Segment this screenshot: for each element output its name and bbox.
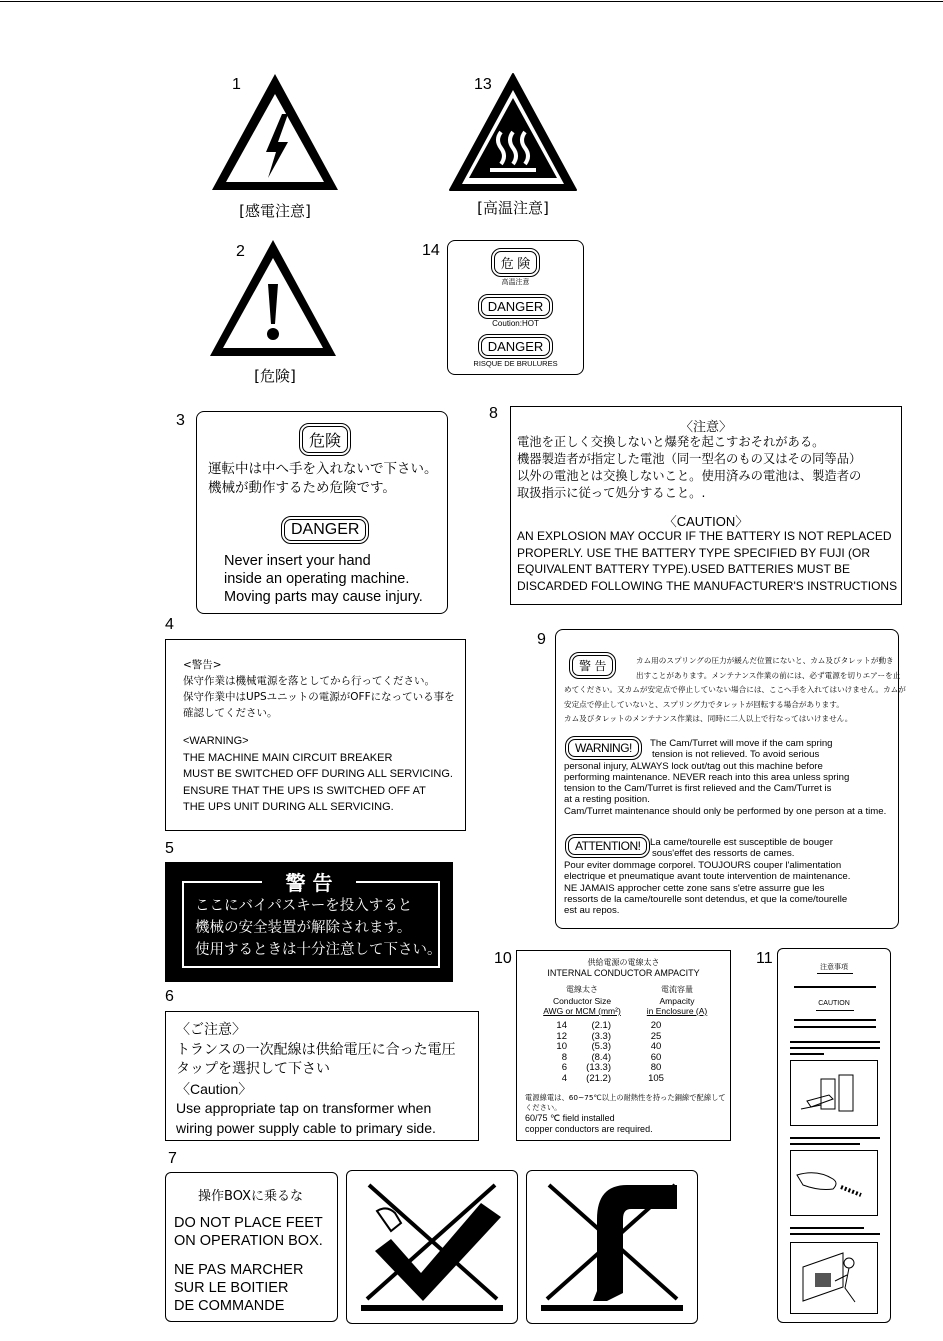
label-number-11: 11 (756, 950, 773, 967)
text-line: at a resting position. (564, 794, 650, 806)
label-7-en-text (174, 1214, 323, 1250)
label-5-frame-top-left (182, 881, 262, 883)
text-line: 〈Caution〉 (176, 1080, 253, 1097)
mm2-cell: (2.1) (591, 1020, 611, 1031)
label-3-en-text (224, 552, 423, 606)
ampacity-cell: 25 (650, 1030, 662, 1042)
awg-cell: 10 (556, 1041, 567, 1052)
text-line: 以外の電池とは交換しないこと。使用済みの電池は、製造者の (517, 469, 862, 483)
awg-cell: 8 (561, 1051, 567, 1063)
label-14-jp-small: 高温注意 (501, 278, 530, 286)
electric-shock-triangle-icon (208, 70, 342, 194)
label-number-10: 10 (494, 950, 512, 967)
text-line: カム用のスプリングの圧力が緩んだ位置にないと、カム及びタレットが動き (636, 656, 894, 665)
table-row (537, 1042, 701, 1053)
text-line: トランスの一次配線は供給電圧に合った電圧 (176, 1041, 456, 1058)
label-number-13: 13 (474, 76, 492, 93)
text-line: EQUIVALENT BATTERY TYPE).USED BATTERIES MUST BE (517, 562, 850, 576)
ampacity-cell: 80 (650, 1062, 662, 1073)
label-6-transformer-caution (165, 1011, 479, 1141)
label-10-conductor-ampacity (516, 950, 731, 1141)
label-14-en-badge: DANGER (481, 297, 551, 316)
text-line: 確認してください。 (183, 707, 278, 719)
text-line: 機械の安全装置が解除されます。 (195, 920, 412, 936)
mm2-cell: (13.3) (586, 1062, 611, 1073)
ampacity-cell: 20 (650, 1020, 662, 1031)
label-number-2: 2 (236, 243, 245, 260)
label-4-maintenance-warning (165, 639, 466, 831)
text-line: 安定点で停止していないと、スプリング力でタレットが回転する場合があります。 (564, 699, 844, 709)
label-7-no-hand-sign (346, 1170, 518, 1324)
text-line: ressorts de la came/tourelle sont detendus, et que la come/tourelle (564, 894, 848, 906)
label-3-danger-sign (196, 411, 448, 614)
label-9-jp-badge: 警 告 (572, 655, 613, 676)
label-number-8: 8 (489, 405, 498, 422)
text-line: copper conductors are required. (525, 1123, 653, 1134)
text-line: Pour eviter dommage corporel. TOUJOURS couper l'alimentation (564, 859, 842, 871)
mm2-cell: (3.3) (591, 1030, 611, 1042)
text-line: Cam/Turret maintenance should only be performed by one person at a time. (564, 805, 887, 817)
text-placeholder-line (790, 1143, 860, 1145)
label-2-caption: [危険] (254, 367, 296, 385)
label-10-title-en: INTERNAL CONDUCTOR AMPACITY (547, 968, 700, 978)
text-line: 〈ご注意〉 (176, 1022, 246, 1038)
no-hand-prohibition-icon (347, 1171, 517, 1323)
text-line: ここにバイパスキーを投入すると (195, 898, 413, 914)
label-11-caution-instructions (777, 948, 891, 1323)
text-placeholder-line (790, 1227, 864, 1229)
hand-spring-icon (791, 1151, 877, 1215)
text-line: タップを選択して下さい (176, 1061, 330, 1077)
awg-cell: 4 (561, 1072, 567, 1084)
no-foot-prohibition-icon (527, 1171, 697, 1323)
label-number-1: 1 (232, 76, 241, 93)
label-11-illustration-1 (790, 1060, 878, 1126)
text-line: SUR LE BOITIER (174, 1280, 289, 1296)
text-line: Moving parts may cause injury. (224, 589, 423, 605)
table-row (537, 1063, 701, 1074)
label-14-jp-badge: 危 険 (494, 251, 538, 274)
text-placeholder-line (794, 1026, 876, 1028)
text-line: sous'effet des ressorts de cames. (652, 848, 795, 860)
label-11-title-jp: 注意事項 (820, 963, 848, 971)
label-8-battery-caution (510, 406, 902, 605)
label-14-hot-danger-sign (447, 240, 584, 375)
header-line: in Enclosure (A) (646, 1006, 708, 1016)
label-8-en-title: 〈CAUTION〉 (663, 514, 749, 529)
label-3-jp-text (208, 460, 438, 498)
text-line: ON OPERATION BOX. (174, 1233, 323, 1249)
text-line: 出すことがあります。メンテナンス作業の前には、必ず電源を切りエアーを止 (636, 670, 901, 680)
text-line: wiring power supply cable to primary side. (176, 1119, 436, 1136)
label-6-text (176, 1021, 456, 1138)
label-14-fr-small: RISQUE DE BRULURES (473, 359, 558, 368)
label-5-text (195, 895, 442, 961)
text-placeholder-line (790, 1053, 824, 1055)
label-7-no-feet-text (165, 1172, 338, 1322)
underline (816, 1010, 854, 1011)
label-3-jp-badge: 危険 (302, 426, 348, 453)
label-4-en-text (183, 733, 453, 816)
label-10-col2-header (637, 985, 717, 1017)
label-9-jp-text (564, 654, 906, 727)
label-number-7: 7 (168, 1150, 177, 1167)
header-line: Conductor Size (552, 995, 612, 1006)
text-placeholder-line (790, 1041, 880, 1043)
text-line: inside an operating machine. (224, 571, 410, 587)
label-7-no-foot-sign (526, 1170, 698, 1324)
text-line: PROPERLY. USE THE BATTERY TYPE SPECIFIED BY FUJI (OR (517, 545, 870, 560)
text-line: 電池を正しく交換しないと爆発を起こすおそれがある。 (517, 435, 825, 449)
text-line: La came/tourelle est susceptible de bouger (650, 837, 833, 848)
text-line: AN EXPLOSION MAY OCCUR IF THE BATTERY IS NOT REPLACED (517, 529, 892, 543)
text-line: NE JAMAIS approcher cette zone sans s'etre assurre gue les (564, 882, 825, 894)
text-line: 使用するときは十分注意して下さい。 (195, 942, 442, 958)
text-placeholder-line (790, 1137, 880, 1139)
text-line: THE UPS UNIT DURING ALL SERVICING. (183, 801, 394, 814)
text-line: 60/75 ℃ field installed (525, 1113, 615, 1123)
text-line: performing maintenance. NEVER reach into this area unless spring (564, 771, 850, 783)
text-placeholder-line (794, 986, 876, 988)
text-line: <警告> (183, 659, 222, 671)
label-14-fr-badge: DANGER (481, 337, 551, 356)
label-11-title-en: CAUTION (818, 1000, 850, 1007)
text-line: カム及びタレットのメンテナンス作業は、同時に二人以上で行なってはいけません。 (564, 714, 853, 723)
label-7-jp-text: 操作BOXに乗るな (198, 1189, 303, 1204)
label-number-5: 5 (165, 840, 174, 857)
label-8-jp-text (517, 434, 861, 502)
page-top-rule (0, 1, 943, 2)
mm2-cell: (8.4) (591, 1051, 611, 1063)
text-line: tension is not relieved. To avoid serious (652, 749, 820, 761)
mm2-cell: (5.3) (591, 1041, 611, 1052)
label-1-caption: [感電注意] (239, 202, 311, 220)
text-line: 運転中は中へ手を入れないで下さい。 (208, 461, 438, 477)
underline (817, 973, 853, 974)
label-9-cam-turret-warning (555, 629, 906, 929)
label-3-en-badge: DANGER (284, 519, 366, 541)
text-placeholder-line (794, 1019, 876, 1021)
text-line: THE MACHINE MAIN CIRCUIT BREAKER (183, 751, 393, 764)
label-11-illustration-2 (790, 1150, 878, 1216)
ampacity-cell: 60 (650, 1051, 662, 1063)
door-hand-icon (791, 1061, 877, 1125)
label-10-col1-header (537, 985, 627, 1017)
header-line: 電線太さ (566, 985, 598, 994)
header-line: AWG or MCM (mm²) (543, 1006, 621, 1016)
label-10-table (537, 1021, 701, 1084)
hot-surface-triangle-icon (446, 70, 580, 194)
label-9-fr-badge: ATTENTION! (568, 837, 647, 855)
label-number-9: 9 (537, 631, 546, 648)
header-line: 電流容量 (661, 985, 693, 994)
text-line: Use appropriate tap on transformer when (176, 1100, 432, 1116)
operator-panel-icon (791, 1243, 877, 1313)
header-line: Ampacity (659, 995, 695, 1006)
text-line: 取扱指示に従って処分すること。. (517, 486, 706, 500)
label-11-illustration-3 (790, 1242, 878, 1314)
text-line: 保守作業は機械電源を落としてから行ってください。 (183, 675, 435, 687)
table-row (537, 1074, 701, 1085)
text-line: 保守作業中はUPSユニットの電源がOFFになっている事を (183, 691, 455, 703)
text-line: The Cam/Turret will move if the cam spring (650, 738, 833, 749)
ampacity-cell: 40 (650, 1041, 662, 1052)
label-4-jp-text (183, 657, 455, 721)
text-line: ENSURE THAT THE UPS IS SWITCHED OFF AT (183, 784, 426, 797)
text-line: 機器製造者が指定した電池（同一型名のもの又はその同等品） (517, 452, 862, 466)
mm2-cell: (21.2) (586, 1072, 611, 1084)
text-line: DISCARDED FOLLOWING THE MANUFACTURER'S INSTRUCTIONS (517, 578, 898, 593)
label-8-en-text (517, 528, 897, 594)
text-placeholder-line (790, 1233, 880, 1235)
text-line: tension to the Cam/Turret is first relieved and the Cam/Turret is (564, 783, 832, 795)
label-number-3: 3 (176, 412, 185, 429)
label-number-6: 6 (165, 988, 174, 1005)
text-line: めてください。又カムが安定点で停止していない場合には、ここへ手を入れてはいけません。カムが (564, 685, 906, 694)
text-line: MUST BE SWITCHED OFF DURING ALL SERVICING. (183, 768, 453, 781)
text-line: DO NOT PLACE FEET (174, 1215, 323, 1231)
label-7-fr-text (174, 1261, 303, 1315)
text-line: 機械が動作するため危険です。 (208, 480, 396, 496)
label-14-en-small: Coution:HOT (492, 319, 539, 328)
text-line: est au repos. (564, 905, 620, 917)
label-9-en-text (564, 738, 886, 817)
text-line: <WARNING> (183, 735, 249, 747)
exclamation-triangle-icon (206, 236, 340, 360)
awg-cell: 6 (561, 1062, 567, 1073)
label-number-14: 14 (422, 242, 440, 259)
text-line: Never insert your hand (224, 553, 371, 569)
awg-cell: 14 (556, 1020, 567, 1031)
text-line: 電源線電は、60~75℃以上の耐熱性を持った銅線で配線して (525, 1093, 726, 1102)
table-row (537, 1021, 701, 1032)
label-9-en-badge: WARNING! (568, 739, 639, 757)
label-5-frame-top-right (356, 881, 438, 883)
awg-cell: 12 (556, 1030, 567, 1042)
label-9-fr-text (564, 837, 850, 917)
text-placeholder-line (790, 1047, 880, 1049)
ampacity-cell: 105 (648, 1072, 664, 1084)
label-8-jp-title: 〈注意〉 (679, 420, 732, 435)
text-line: personal injury, ALWAYS lock out/tag out this machine before (564, 760, 823, 772)
label-10-note (525, 1093, 726, 1134)
label-5-bypass-key-warning (165, 862, 453, 982)
text-line: ください。 (525, 1103, 562, 1112)
text-line: DE COMMANDE (174, 1298, 285, 1314)
text-line: electrique et pneumatique avant toute intervention de maintenance. (564, 871, 851, 883)
label-number-4: 4 (165, 616, 174, 633)
text-line: NE PAS MARCHER (174, 1262, 304, 1278)
label-13-caption: [高温注意] (477, 199, 549, 217)
label-10-title-jp: 供給電源の電線太さ (587, 958, 660, 967)
label-5-title: 警 告 (285, 871, 333, 895)
